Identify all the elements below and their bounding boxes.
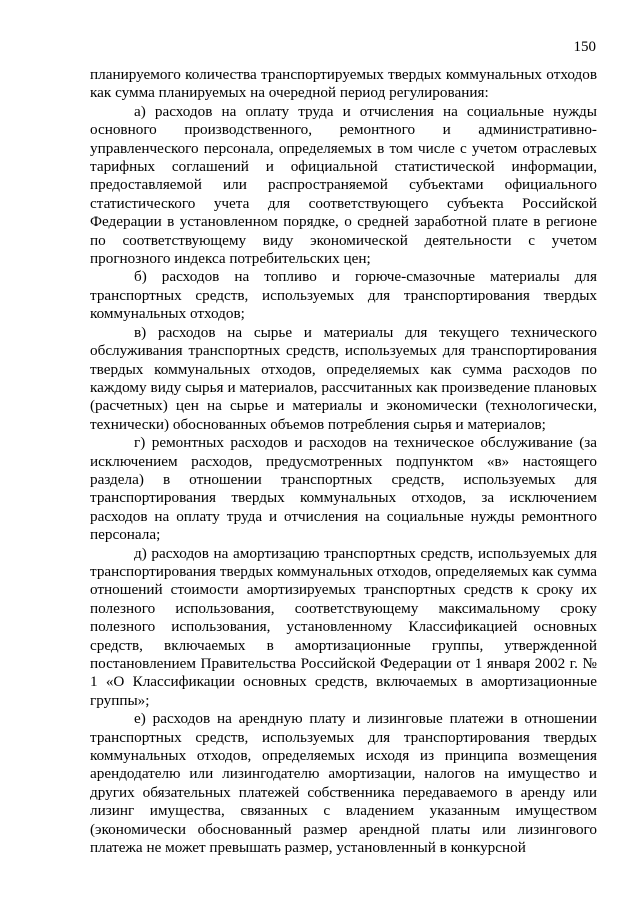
- page-number: 150: [573, 39, 596, 55]
- paragraph-item-a: а) расходов на оплату труда и отчисления на социальные нужды основного производственного, ремонтного и административно-управленческого персонала, определяемых в том числе с учетом отраслевых тарифных соглашений и официальной статистической информации, предоставляемой или распространяемой субъектами официального статистического учета для соответствующего субъекта Российской Федерации в установленном порядке, о средней заработной плате в регионе по соответствующему виду экономической деятельности с учетом прогнозного индекса потребительских цен;: [90, 102, 597, 268]
- paragraph-item-g: г) ремонтных расходов и расходов на техническое обслуживание (за исключением расходов, предусмотренных подпунктом «в» настоящего раздела) в отношении транспортных средств, используемых для транспортирования твердых коммунальных отходов, за исключением расходов на оплату труда и отчисления на социальные нужды ремонтного персонала;: [90, 434, 597, 544]
- paragraph-item-e: е) расходов на арендную плату и лизинговые платежи в отношении транспортных средств, используемых для транспортирования твердых коммунальных отходов, определяемых исходя из принципа возмещения арендодателю или лизингодателю амортизации, налогов на имущество и других обязательных платежей собственника передаваемого в аренду или лизинг имущества, связанных с владением указанным имуществом (экономически обоснованный размер арендной платы или лизингового платежа не может превышать размер, установленный в конкурсной: [90, 710, 597, 857]
- body-text: [90, 66, 597, 857]
- paragraph-item-v: в) расходов на сырье и материалы для текущего технического обслуживания транспортных средств, используемых для транспортирования твердых коммунальных отходов, определяемых как сумма расходов по каждому виду сырья и материалов, рассчитанных как произведение плановых (расчетных) цен на сырье и материалы и экономически (технологически, технически) обоснованных объемов потребления сырья и материалов;: [90, 323, 597, 433]
- paragraph-item-b: б) расходов на топливо и горюче-смазочные материалы для транспортных средств, используемых для транспортирования твердых коммунальных отходов;: [90, 268, 597, 323]
- paragraph-item-d: д) расходов на амортизацию транспортных средств, используемых для транспортирования твердых коммунальных отходов, определяемых как сумма отношений стоимости амортизируемых транспортных средств к сроку их полезного использования, соответствующему максимальному сроку полезного использования, установленному Классификацией основных средств, включаемых в амортизационные группы, утвержденной постановлением Правительства Российской Федерации от 1 января 2002 г. № 1 «О Классификации основных средств, включаемых в амортизационные группы»;: [90, 544, 597, 709]
- paragraph-continuation: планируемого количества транспортируемых твердых коммунальных отходов как сумма планируемых на очередной период регулирования:: [90, 66, 597, 102]
